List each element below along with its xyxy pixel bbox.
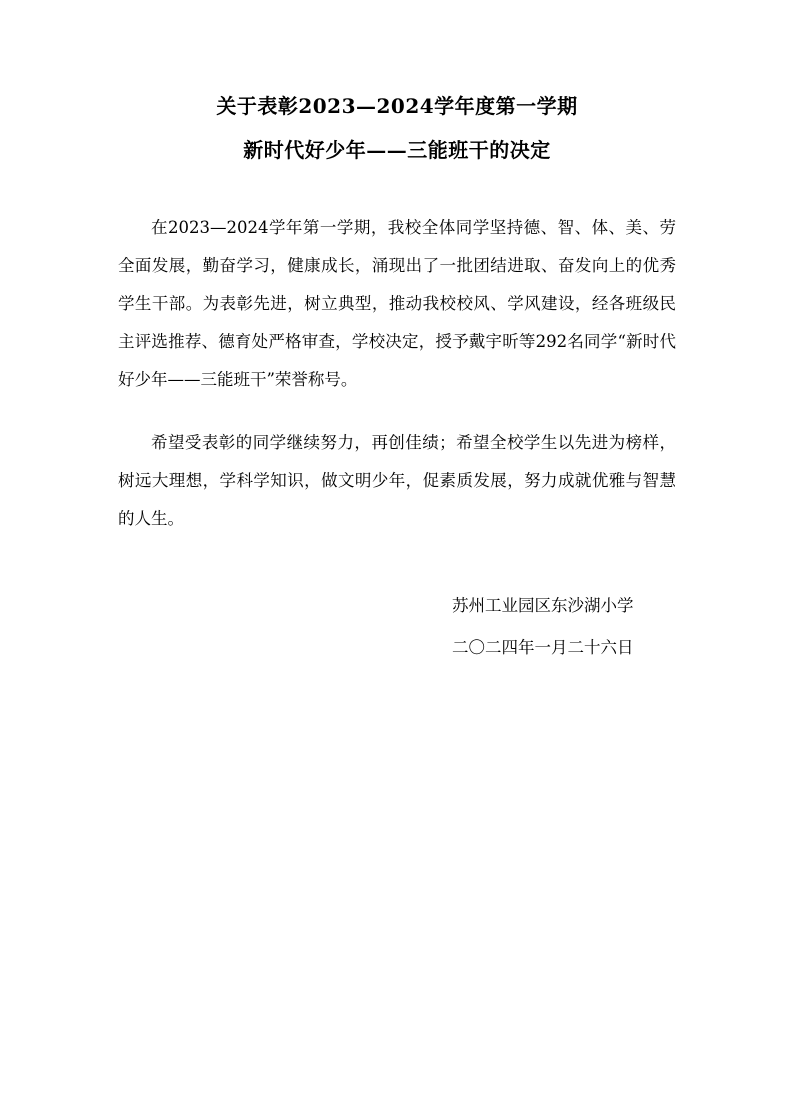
document-title-line-2: 新时代好少年——三能班干的决定 [243,138,551,162]
signature-date: 二〇二四年一月二十六日 [452,638,634,657]
body-paragraph-1-container [118,209,676,399]
document-title-line-1: 关于表彰2023—2024学年度第一学期 [216,94,578,118]
body-paragraph-1: 在2023—2024学年第一学期，我校全体同学坚持德、智、体、美、劳全面发展，勤奋学习，健康成长，涌现出了一批团结进取、奋发向上的优秀学生干部。为表彰先进，树立典型，推动我校校风、学风建设，经各班级民主评选推荐、德育处严格审查，学校决定，授予戴宇昕等292名同学“新时代好少年——三能班干”荣誉称号。 [118,218,676,389]
signature-organization: 苏州工业园区东沙湖小学 [452,596,634,615]
body-paragraph-2: 希望受表彰的同学继续努力，再创佳绩；希望全校学生以先进为榜样，树远大理想，学科学知识，做文明少年，促素质发展，努力成就优雅与智慧的人生。 [118,433,676,528]
body-paragraph-2-container [118,424,676,538]
